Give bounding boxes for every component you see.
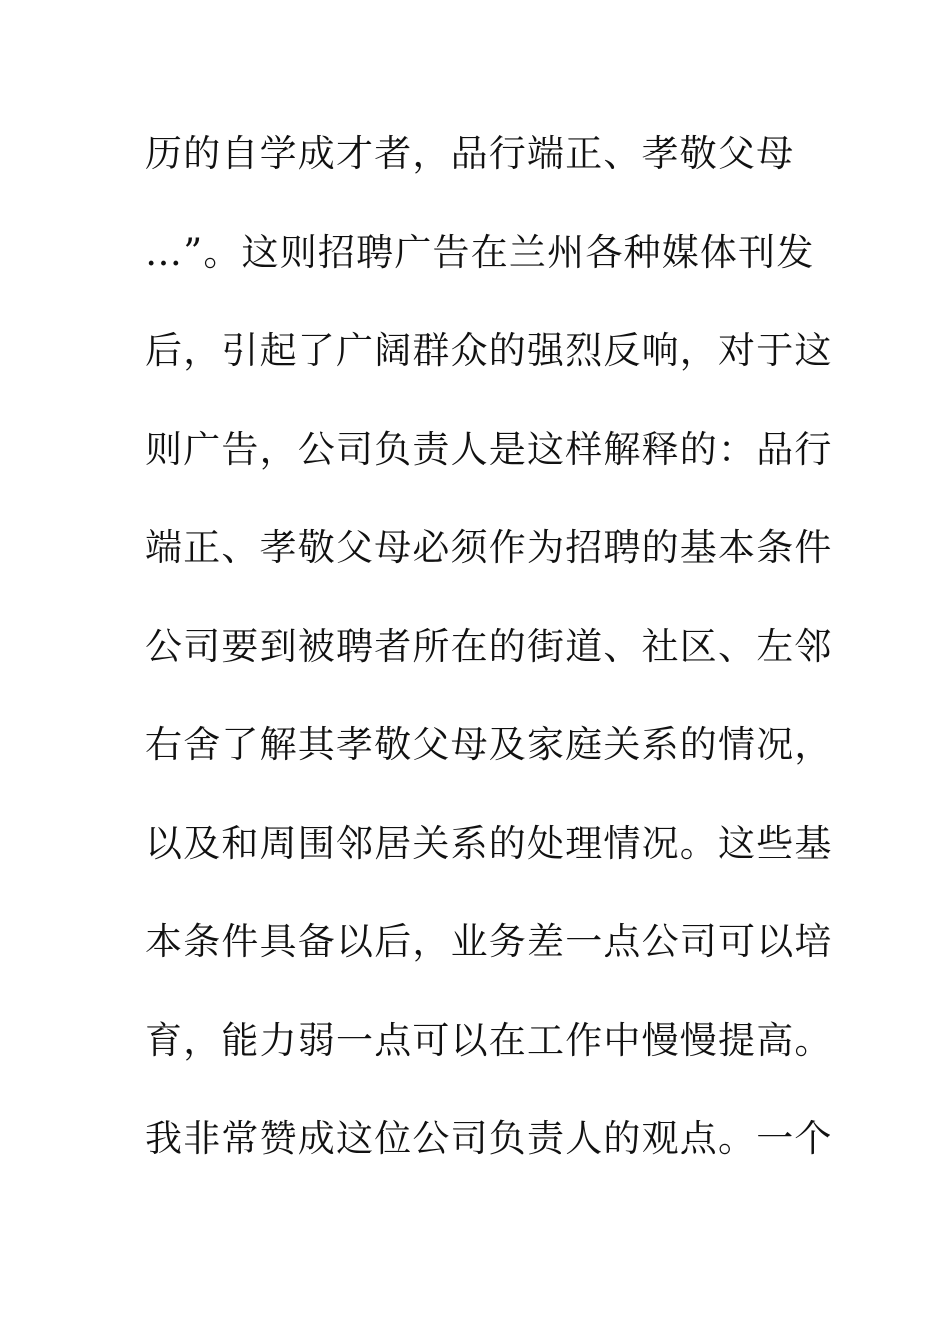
text-line: …”。这则招聘广告在兰州各种媒体刊发 xyxy=(145,230,815,274)
text-line: 育，能力弱一点可以在工作中慢慢提高。 xyxy=(145,1018,833,1062)
text-line: 我非常赞成这位公司负责人的观点。一个 xyxy=(145,1117,833,1160)
text-line: 则广告，公司负责人是这样解释的：品行 xyxy=(145,427,833,471)
body-text xyxy=(145,124,833,1208)
text-line: 历的自学成才者，品行端正、孝敬父母 xyxy=(145,132,795,175)
text-line: 以及和周围邻居关系的处理情况。这些基 xyxy=(145,821,833,865)
text-line: 端正、孝敬父母必须作为招聘的基本条件 xyxy=(145,526,833,569)
text-line: 本条件具备以后，业务差一点公司可以培 xyxy=(145,920,833,963)
text-line: 右舍了解其孝敬父母及家庭关系的情况， xyxy=(145,723,833,766)
text-line: 后，引起了广阔群众的强烈反响，对于这 xyxy=(145,329,833,372)
text-line: 公司要到被聘者所在的街道、社区、左邻 xyxy=(145,624,833,668)
